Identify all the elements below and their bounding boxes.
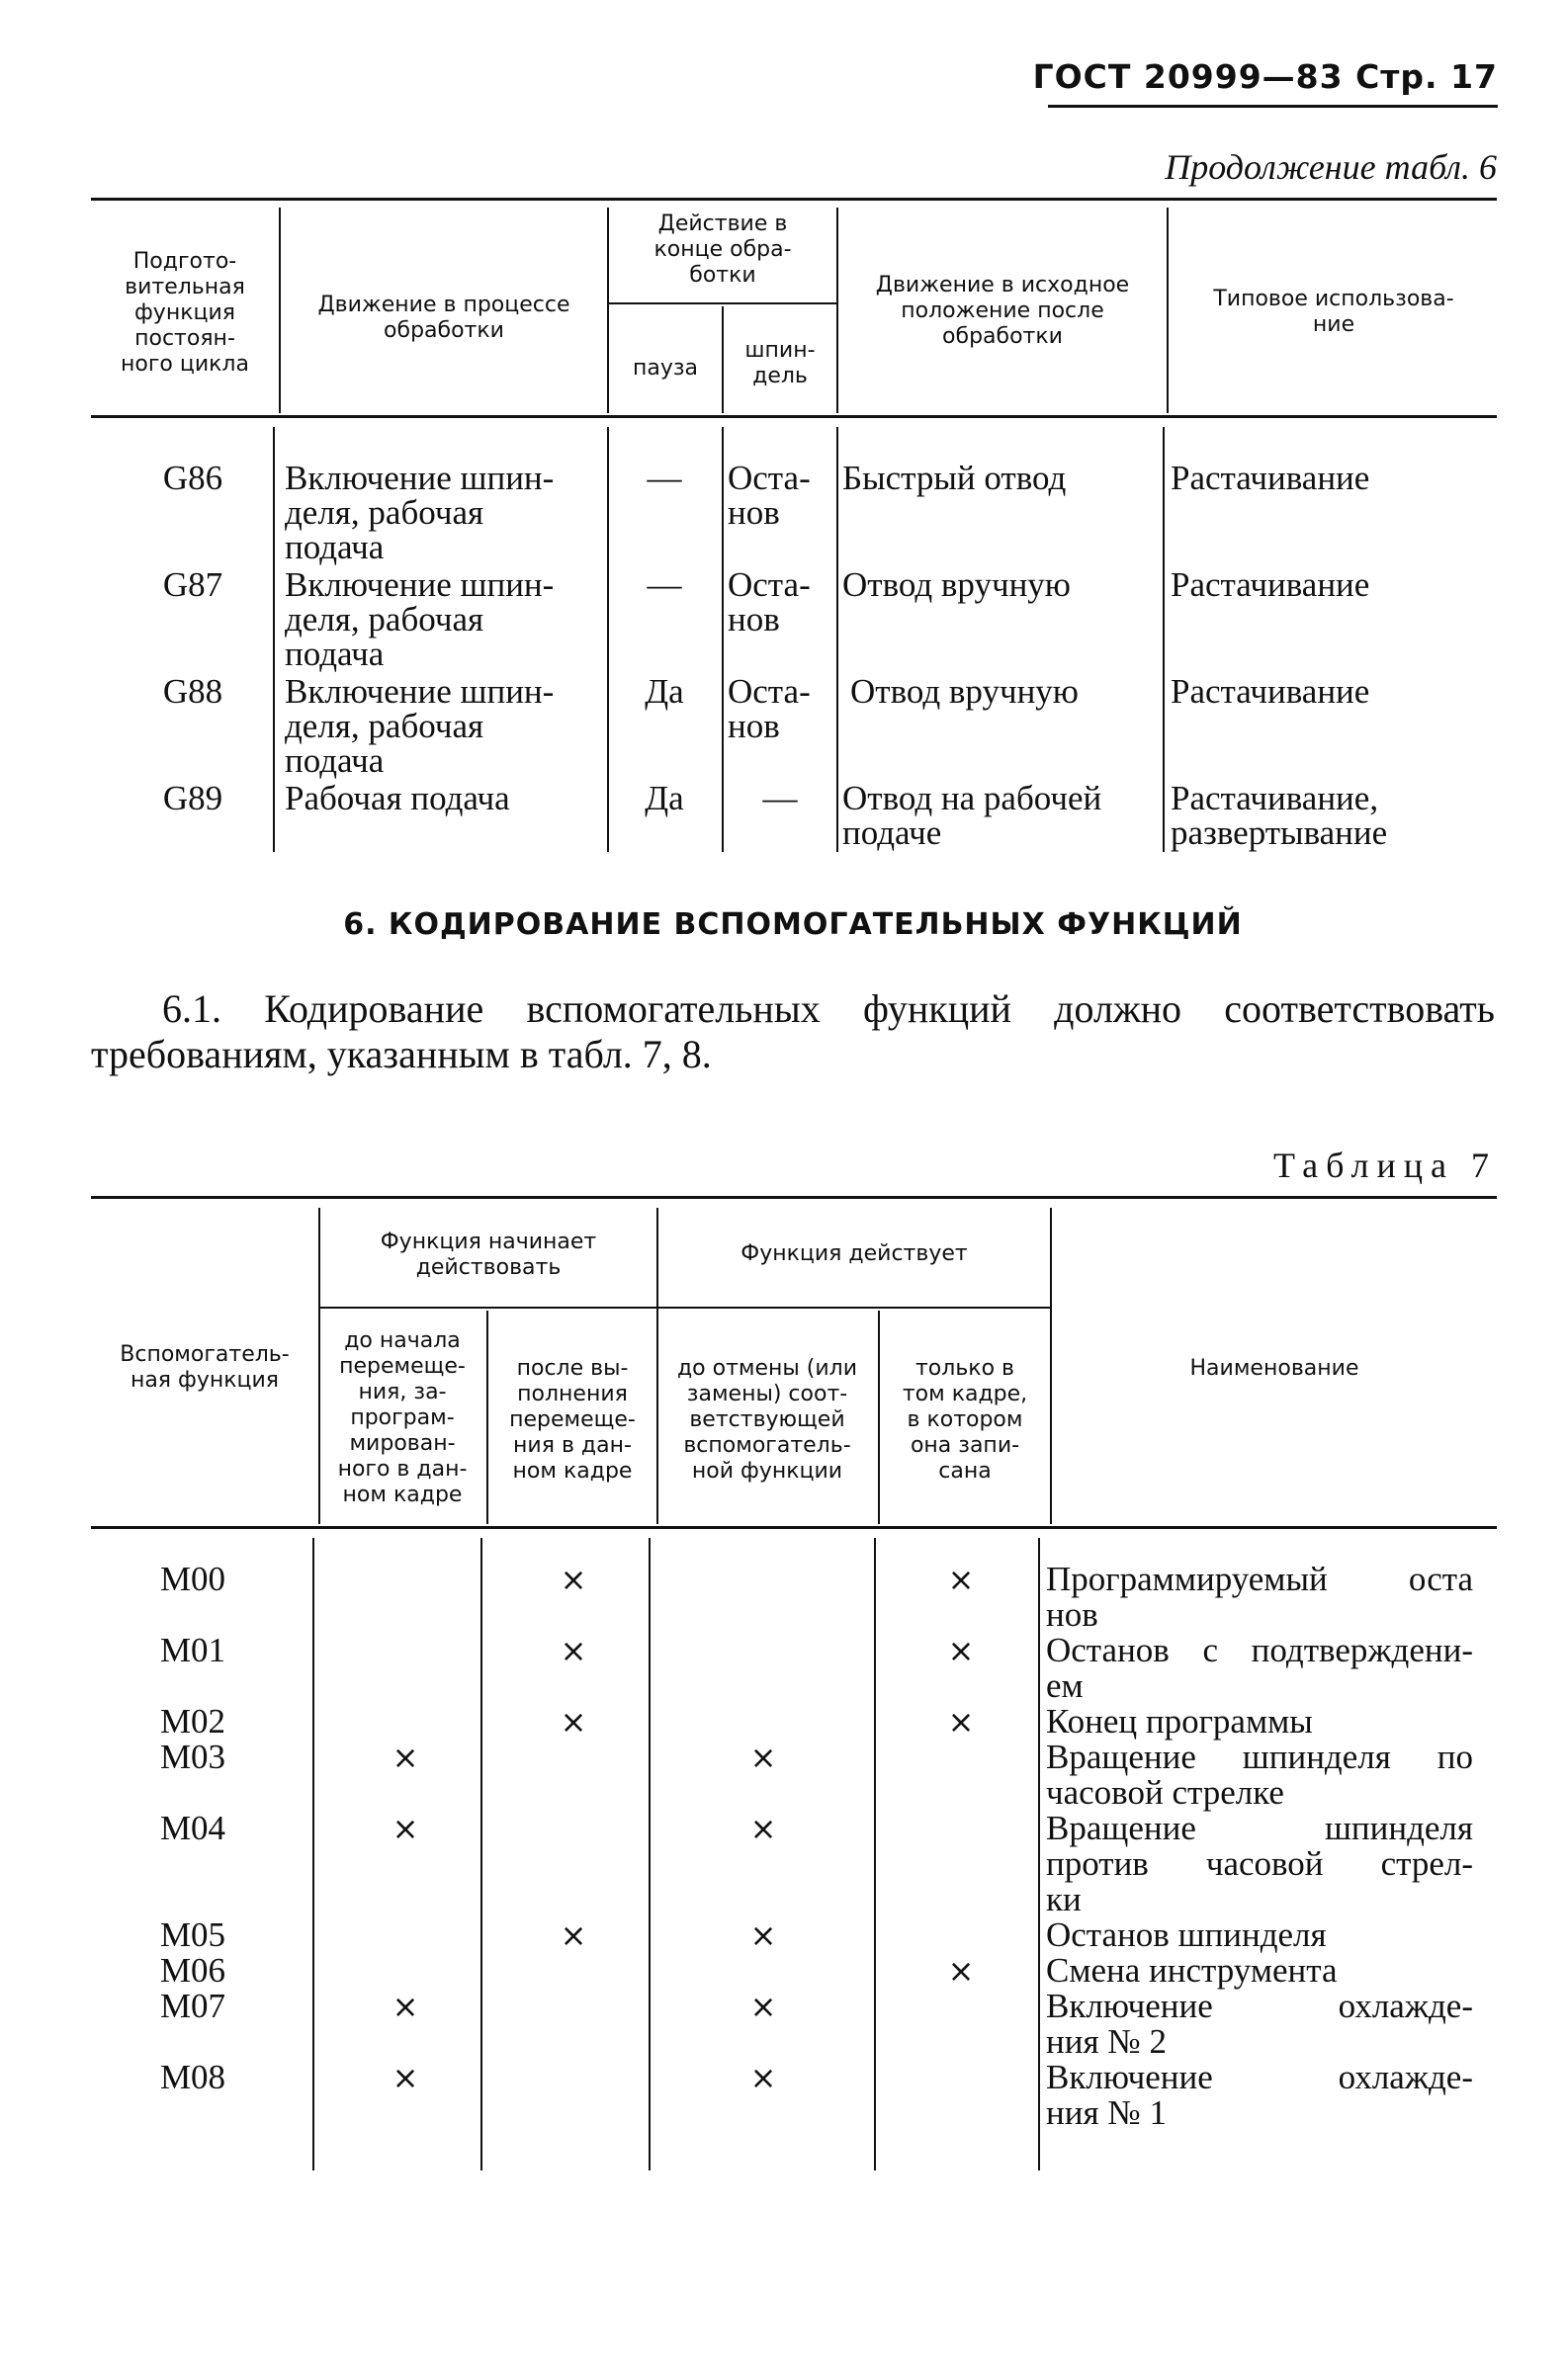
table7-name-line: часовой стрелке (1046, 1773, 1284, 1812)
table6-spindle: Оста- нов (728, 672, 811, 745)
table6-header-spindle: шпин- дель (744, 338, 816, 388)
table6-pause: Да (645, 779, 684, 817)
table6-usage: Растачивание (1171, 565, 1370, 604)
table7-code: M00 (159, 1560, 226, 1598)
table7-code: M02 (159, 1702, 226, 1741)
table7-name-line: ния № 2 (1046, 2022, 1167, 2061)
table7-code: M07 (159, 1987, 226, 2025)
table6-spindle: Оста- нов (728, 459, 811, 532)
table6-pause: Да (645, 672, 684, 711)
table7-hdr-vline (486, 1311, 488, 1524)
table7-name-line: ния № 1 (1046, 2093, 1167, 2132)
table-continuation-label: Продолжение табл. 6 (1165, 147, 1497, 187)
section-title: 6. КОДИРОВАНИЕ ВСПОМОГАТЕЛЬНЫХ ФУНКЦИЙ (343, 907, 1243, 942)
cross-mark-until-cancel: × (749, 1739, 777, 1776)
cross-mark-before: × (392, 1988, 419, 2025)
table6-motion: Рабочая подача (285, 779, 510, 817)
table7-name-line: Включение охлажде- (1046, 1987, 1473, 2025)
table7-name-line: Останов с подтверждени- (1046, 1631, 1473, 1669)
table7-name-line: против часовой стрел- (1046, 1844, 1473, 1883)
table6-usage: Растачивание, развертывание (1171, 779, 1388, 852)
table6-return: Отвод вручную (850, 672, 1079, 711)
cross-mark-only-block: × (947, 1703, 975, 1741)
table6-spindle: Оста- нов (728, 565, 811, 638)
table7-name-line: нов (1046, 1595, 1098, 1634)
table6-body-vline (273, 427, 275, 852)
table6-top-rule (91, 198, 1497, 201)
table7-name-line: Вращение шпинделя по (1046, 1738, 1473, 1776)
table6-header-pause: пауза (632, 356, 699, 381)
table6-code: G88 (162, 672, 223, 711)
table7-header-rule (91, 1526, 1497, 1529)
table7-code: M01 (159, 1631, 226, 1669)
table6-hdr-subrule (609, 302, 836, 304)
table7-header-until-cancel: до отмены (или замены) соот- ветствующей вспомогатель- ной функции (676, 1356, 858, 1484)
table7-name-line: ки (1046, 1880, 1082, 1918)
cross-mark-until-cancel: × (749, 1916, 777, 1954)
table7-code: M05 (159, 1915, 226, 1954)
table7-name-line: Программируемый оста (1046, 1560, 1473, 1598)
table6-motion: Включение шпин- деля, рабочая подача (285, 565, 555, 673)
cross-mark-only-block: × (947, 1632, 975, 1669)
table6-return: Отвод вручную (842, 565, 1071, 604)
table6-header-rule (91, 415, 1497, 418)
cross-mark-only-block: × (947, 1952, 975, 1990)
table6-body-vline (836, 427, 838, 852)
table6-hdr-vline (722, 306, 724, 413)
table7-hdr-vline (878, 1311, 880, 1524)
table6-return: Отвод на рабочей подаче (842, 779, 1102, 852)
table6-usage: Растачивание (1171, 672, 1370, 711)
table7-body-vline (480, 1538, 482, 2170)
table6-pause: — (647, 459, 682, 497)
table6-return: Быстрый отвод (842, 459, 1067, 497)
table6-motion: Включение шпин- деля, рабочая подача (285, 459, 555, 566)
table6-header-return: Движение в исходное положение после обработки (875, 273, 1130, 349)
table6-usage: Растачивание (1171, 459, 1370, 497)
table6-code: G86 (162, 459, 223, 497)
table7-hdr-subrule (658, 1307, 1050, 1309)
table6-spindle: — (762, 779, 798, 817)
table7-name-line: Смена инструмента (1046, 1951, 1338, 1990)
table7-name-line: Конец программы (1046, 1702, 1313, 1741)
cross-mark-after: × (560, 1632, 587, 1669)
cross-mark-after: × (560, 1916, 587, 1954)
table7-name-line: Включение охлажде- (1046, 2058, 1473, 2096)
table7-code: M03 (159, 1738, 226, 1776)
table7-body-vline (1038, 1538, 1040, 2170)
table6-header-motion: Движение в процессе обработки (317, 293, 570, 343)
cross-mark-until-cancel: × (749, 1810, 777, 1847)
table7-header-after: после вы- полнения перемеще- ния в дан- ном кадре (509, 1356, 636, 1484)
table6-header-function: Подгото- вительная функция постоян- ного цикла (121, 249, 249, 377)
table7-code: M08 (159, 2058, 226, 2096)
cross-mark-before: × (392, 1810, 419, 1847)
table7-code: M04 (159, 1809, 226, 1847)
cross-mark-after: × (560, 1703, 587, 1741)
cross-mark-only-block: × (947, 1561, 975, 1598)
table7-header-acts: Функция действует (740, 1241, 968, 1266)
table7-hdr-vline (1050, 1208, 1052, 1524)
table6-pause: — (647, 565, 682, 604)
table7-name-line: Вращение шпинделя (1046, 1809, 1473, 1847)
table6-body-vline (1163, 427, 1165, 852)
table7-code: M06 (159, 1951, 226, 1990)
cross-mark-after: × (560, 1561, 587, 1598)
table7-body-vline (649, 1538, 651, 2170)
table6-header-usage: Типовое использова- ние (1213, 287, 1454, 337)
cross-mark-before: × (392, 1739, 419, 1776)
table7-top-rule (91, 1196, 1497, 1199)
page-header-ref: ГОСТ 20999—83 Стр. 17 (1032, 57, 1498, 96)
table7-header-before: до начала перемеще- ния, за- програм- мирован- ного в дан- ном кадре (337, 1328, 468, 1507)
table6-code: G87 (162, 565, 223, 604)
table7-header-function: Вспомогатель- ная функция (120, 1342, 290, 1393)
header-rule (1048, 105, 1498, 108)
table7-body-vline (874, 1538, 876, 2170)
table7-header-name: Наименование (1189, 1356, 1359, 1381)
table7-body-vline (312, 1538, 314, 2170)
table6-motion: Включение шпин- деля, рабочая подача (285, 672, 555, 780)
table7-hdr-subrule (320, 1307, 656, 1309)
table6-header-action-end: Действие в конце обра- ботки (653, 212, 792, 288)
table6-hdr-vline (836, 208, 838, 413)
table7-header-starts: Функция начинает действовать (380, 1230, 597, 1280)
table7-name-line: ем (1046, 1666, 1084, 1705)
section-paragraph: 6.1. Кодирование вспомогательных функций должно соответствовать требованиям, указанным в табл. 7, 8. (91, 986, 1495, 1076)
cross-mark-until-cancel: × (749, 1988, 777, 2025)
table6-code: G89 (162, 779, 223, 817)
table6-hdr-vline (607, 208, 609, 413)
table7-name-line: Останов шпинделя (1046, 1915, 1327, 1954)
table7-header-only-block: только в том кадре, в котором она запи- сана (902, 1356, 1028, 1484)
table6-hdr-vline (1167, 208, 1169, 413)
cross-mark-before: × (392, 2059, 419, 2096)
table6-body-vline (722, 427, 724, 852)
cross-mark-until-cancel: × (749, 2059, 777, 2096)
table6-hdr-vline (279, 208, 281, 413)
table7-label: Таблица 7 (1273, 1146, 1497, 1185)
